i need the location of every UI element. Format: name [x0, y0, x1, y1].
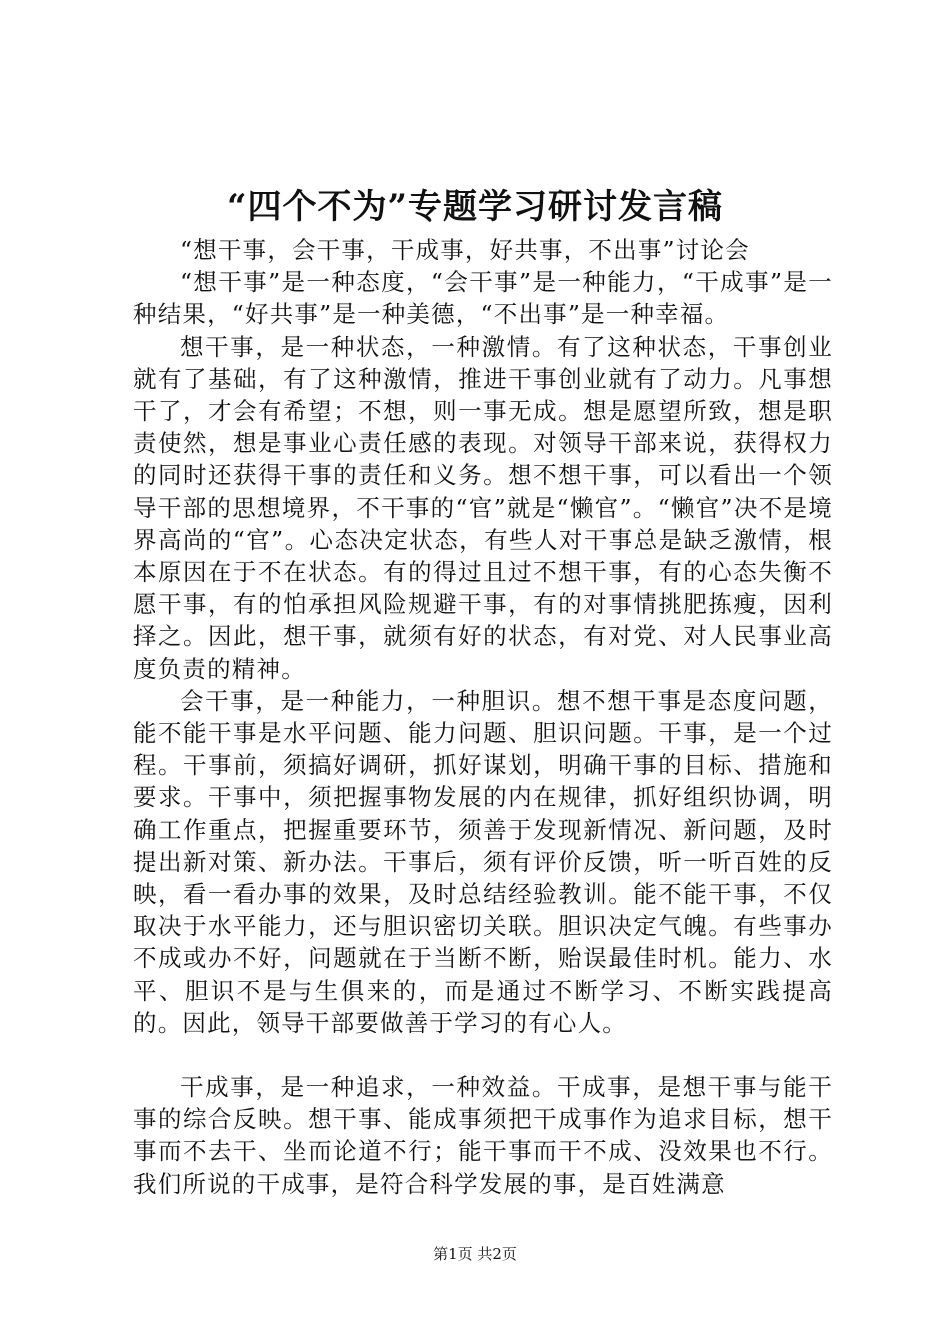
paragraph-topic: “想干事，会干事，干成事，好共事，不出事”讨论会: [180, 236, 750, 264]
page-number: 第1页 共2页: [433, 1245, 517, 1263]
page-title: “四个不为”专题学习研讨发言稿: [226, 187, 724, 227]
paragraph-get-things-done: 干成事，是一种追求，一种效益。干成事，是想干事与能干事的综合反映。想干事、能成事须把干成事作为追求目标，想干事而不去干、坐而论道不行；能干事而干不成、没效果也不行。我们所说的干成事，是符合科学发展的事，是百姓满意: [133, 1073, 833, 1198]
document-body: [133, 234, 833, 1200]
paragraph-want-to-work: 想干事，是一种状态，一种激情。有了这种状态，干事创业就有了基础，有了这种激情，推进干事创业就有了动力。凡事想干了，才会有希望；不想，则一事无成。想是愿望所致，想是职责使然，想是事业心责任感的表现。对领导干部来说，获得权力的同时还获得干事的责任和义务。想不想干事，可以看出一个领导干部的思想境界，不干事的“官”就是“懒官”。“懒官”决不是境界高尚的“官”。心态决定状态，有些人对干事总是缺乏激情，根本原因在于不在状态。有的得过且过不想干事，有的心态失衡不愿干事，有的怕承担风险规避干事，有的对事情挑肥拣瘦，因利择之。因此，想干事，就须有好的状态，有对党、对人民事业高度负责的精神。: [133, 332, 833, 683]
paragraph-intro: “想干事”是一种态度，“会干事”是一种能力，“干成事”是一种结果，“好共事”是一种美德，“不出事”是一种幸福。: [133, 268, 833, 329]
paragraph-can-work: 会干事，是一种能力，一种胆识。想不想干事是态度问题，能不能干事是水平问题、能力问题、胆识问题。干事，是一个过程。干事前，须搞好调研，抓好谋划，明确干事的目标、措施和要求。干事中，须把握事物发展的内在规律，抓好组织协调，明确工作重点，把握重要环节，须善于发现新情况、新问题，及时提出新对策、新办法。干事后，须有评价反馈，听一听百姓的反映，看一看办事的效果，及时总结经验教训。能不能干事，不仅取决于水平能力，还与胆识密切关联。胆识决定气魄。有些事办不成或办不好，问题就在于当断不断，贻误最佳时机。能力、水平、胆识不是与生俱来的，而是通过不断学习、不断实践提高的。因此，领导干部要做善于学习的有心人。: [133, 686, 833, 1037]
